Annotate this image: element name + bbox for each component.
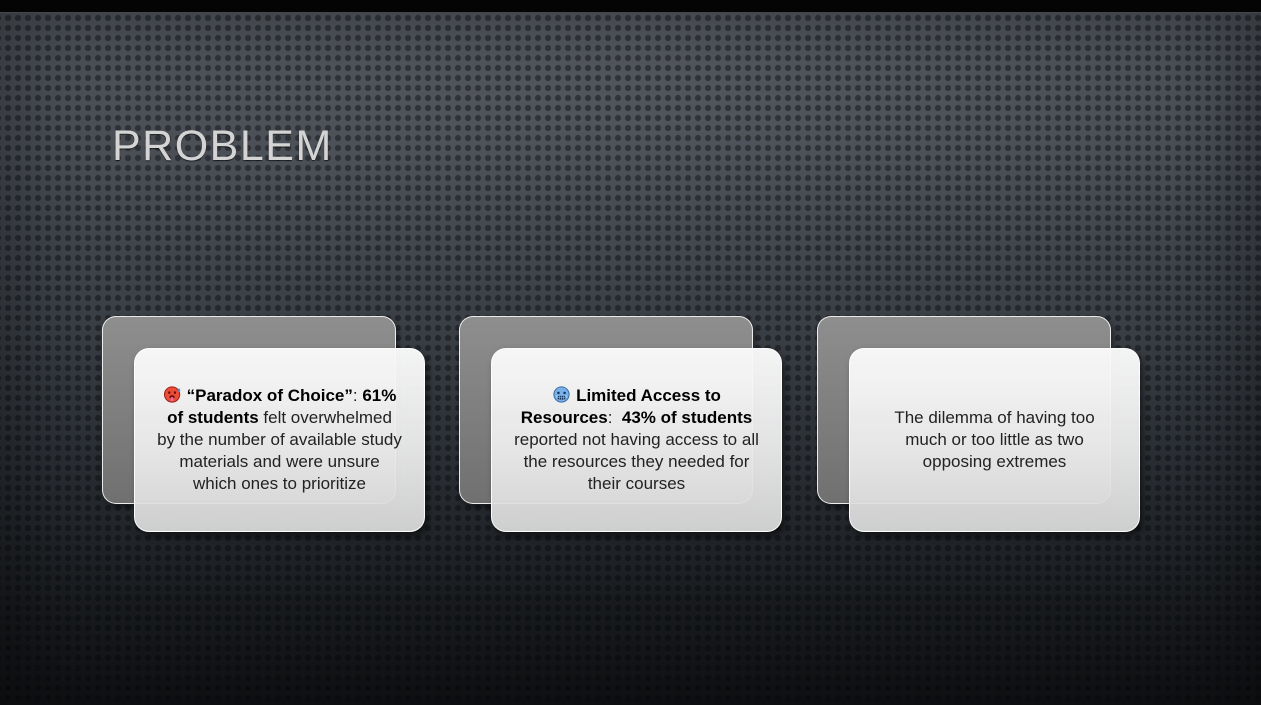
problem-card-dilemma	[817, 316, 1147, 536]
card-rich-text: The dilemma of having too much or too little as two opposing extremes	[894, 407, 1100, 472]
top-black-bar	[0, 0, 1261, 13]
problem-card-limited-access	[459, 316, 789, 536]
card-rich-text: “Paradox of Choice”: 61% of students felt overwhelmed by the number of available study materials and were unsure which ones to prioritize	[157, 385, 407, 494]
problem-card-paradox-of-choice	[102, 316, 432, 536]
card-front-panel	[849, 348, 1140, 532]
card-text	[157, 385, 407, 495]
hot-face-emoji	[163, 385, 182, 404]
card-text	[514, 385, 764, 495]
card-front-panel	[491, 348, 782, 532]
card-rich-text: Limited Access to Resources: 43% of students reported not having access to all the resources they needed for their courses	[514, 385, 764, 494]
card-front-panel	[134, 348, 425, 532]
slide-title: PROBLEM	[112, 122, 333, 170]
card-text	[872, 407, 1117, 473]
cold-face-emoji	[552, 385, 571, 404]
